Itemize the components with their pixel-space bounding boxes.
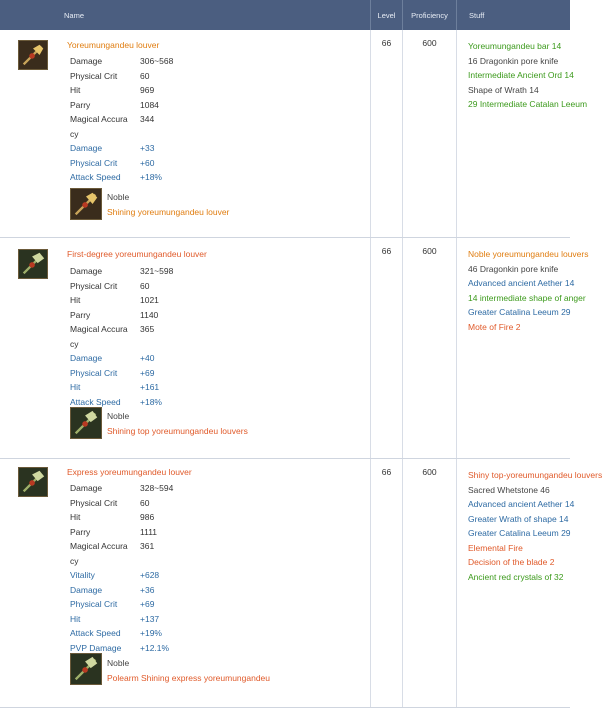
table-row <box>0 238 570 459</box>
stat-value: +18% <box>140 172 162 182</box>
stuff-list <box>458 460 602 584</box>
stuff-cell <box>457 238 589 459</box>
stat-value: 306~568 <box>140 56 174 66</box>
stat-value: 344 <box>140 114 155 124</box>
stat-row <box>70 83 220 98</box>
stuff-item[interactable]: Mote of Fire 2 <box>468 321 521 332</box>
stat-row <box>70 264 220 279</box>
stat-label: Damage <box>70 353 103 363</box>
stat-row <box>70 380 220 395</box>
stat-label: Attack Speed <box>70 396 121 407</box>
stat-row <box>70 583 220 598</box>
stuff-item[interactable]: Ancient red crystals of 32 <box>468 571 564 582</box>
stat-label: Magical Accura <box>70 114 128 124</box>
stat-row <box>70 496 220 511</box>
stat-label: Damage <box>70 266 103 276</box>
stat-label: Damage <box>70 584 103 595</box>
stat-label-continued: cy <box>70 128 79 139</box>
stat-label: Physical Crit <box>70 70 118 81</box>
stuff-item[interactable]: Advanced ancient Aether 14 <box>468 278 575 288</box>
column-name[interactable]: Name <box>64 10 85 20</box>
stat-row <box>70 156 220 171</box>
stat-label: Hit <box>70 295 81 305</box>
stat-label: Parry <box>70 99 91 110</box>
stat-row <box>70 112 220 141</box>
stat-value: 1111 <box>140 526 158 537</box>
stat-value: 60 <box>140 70 150 81</box>
stat-row <box>70 612 220 627</box>
stat-value: +161 <box>140 382 160 392</box>
stat-value: 60 <box>140 497 150 508</box>
stat-row <box>70 626 220 641</box>
item-cell <box>0 238 371 459</box>
level-cell: 66 <box>371 238 403 459</box>
stat-row <box>70 481 220 496</box>
sub-item-name[interactable]: Shining yoreumungandeu louver <box>107 207 230 217</box>
stat-label: Physical Crit <box>70 280 118 291</box>
stuff-item[interactable]: Advanced ancient Aether 14 <box>468 499 575 509</box>
stuff-list <box>458 31 588 112</box>
stuff-item[interactable]: Greater Catalina Leeum 29 <box>468 307 571 317</box>
stat-value: 365 <box>140 324 155 334</box>
proficiency-cell: 600 <box>403 459 457 708</box>
stat-label: Damage <box>70 143 103 153</box>
stuff-cell <box>457 30 588 238</box>
stat-row <box>70 568 220 583</box>
stat-row <box>70 366 220 381</box>
column-level[interactable]: Level <box>371 0 403 30</box>
stat-value: +69 <box>140 367 155 378</box>
stat-row <box>70 170 220 185</box>
stat-value: 328~594 <box>140 483 174 493</box>
stuff-item[interactable]: Greater Catalina Leeum 29 <box>468 528 571 538</box>
stat-label: Parry <box>70 526 91 537</box>
stuff-item: Sacred Whetstone 46 <box>468 484 550 495</box>
noble-label: Noble <box>107 411 130 421</box>
stat-label-continued: cy <box>70 555 79 566</box>
stat-label: Hit <box>70 613 81 624</box>
stat-value: 60 <box>140 280 150 291</box>
stuff-item: 16 Dragonkin pore knife <box>468 55 559 66</box>
column-stuff[interactable]: Stuff <box>457 0 571 30</box>
stat-row <box>70 69 220 84</box>
stuff-item[interactable]: Intermediate Ancient Ord 14 <box>468 70 574 80</box>
stat-label: Parry <box>70 309 91 320</box>
proficiency-cell: 600 <box>403 238 457 459</box>
stat-label: Attack Speed <box>70 172 121 182</box>
stat-label: Physical Crit <box>70 599 118 609</box>
stat-row <box>70 597 220 612</box>
stat-value: 1021 <box>140 295 159 305</box>
stat-row <box>70 510 220 525</box>
stat-value: 361 <box>140 541 155 551</box>
stat-value: 986 <box>140 512 155 522</box>
stat-value: 321~598 <box>140 266 174 276</box>
sub-item-name[interactable]: Polearm Shining express yoreumungandeu <box>107 673 271 683</box>
stuff-item[interactable]: 29 Intermediate Catalan Leeum <box>468 99 588 109</box>
noble-label: Noble <box>107 658 130 668</box>
level-cell: 66 <box>371 459 403 708</box>
table-header <box>0 0 570 30</box>
stat-value: +137 <box>140 613 160 624</box>
stat-row <box>70 141 220 156</box>
noble-label: Noble <box>107 192 130 202</box>
stuff-item[interactable]: Yoreumungandeu bar 14 <box>468 41 562 51</box>
louver-icon[interactable] <box>70 653 102 685</box>
table-row <box>0 459 570 708</box>
stat-label: Physical Crit <box>70 157 118 168</box>
stat-value: +33 <box>140 143 155 153</box>
louver-icon[interactable] <box>70 188 102 220</box>
stat-row <box>70 54 220 69</box>
table-row <box>0 30 570 238</box>
stat-value: +69 <box>140 599 155 609</box>
stat-row <box>70 322 220 351</box>
stuff-item[interactable]: Greater Wrath of shape 14 <box>468 513 569 524</box>
stat-label: Physical Crit <box>70 497 118 508</box>
stat-label: Hit <box>70 382 81 392</box>
stat-value: 969 <box>140 85 155 95</box>
stuff-item[interactable]: 14 intermediate shape of anger <box>468 292 586 303</box>
stuff-item[interactable]: Elemental Fire <box>468 542 523 553</box>
stat-label: Hit <box>70 512 81 522</box>
louver-icon[interactable] <box>18 467 48 497</box>
stat-row <box>70 98 220 113</box>
stat-list <box>70 54 220 185</box>
level-cell: 66 <box>371 30 403 238</box>
stat-label: Magical Accura <box>70 324 128 334</box>
stuff-item[interactable]: Shiny top-yoreumungandeu louvers <box>468 470 602 480</box>
stuff-cell <box>457 459 602 708</box>
stat-label: Vitality <box>70 570 95 580</box>
louver-icon[interactable] <box>18 249 48 279</box>
stat-label: Physical Crit <box>70 367 118 378</box>
stat-label-continued: cy <box>70 338 79 349</box>
stat-label: Magical Accura <box>70 541 128 551</box>
stat-value: +18% <box>140 396 162 407</box>
stat-label: Hit <box>70 85 81 95</box>
stat-list <box>70 481 220 655</box>
proficiency-cell: 600 <box>403 30 457 238</box>
column-proficiency[interactable]: Proficiency <box>403 0 457 30</box>
stat-label: Damage <box>70 56 103 66</box>
item-cell <box>0 30 371 238</box>
stat-value: +60 <box>140 157 155 168</box>
stat-row <box>70 539 220 568</box>
stat-row <box>70 351 220 366</box>
stat-label: Attack Speed <box>70 628 121 638</box>
louver-icon[interactable] <box>18 40 48 70</box>
item-title[interactable]: Yoreumungandeu louver <box>67 40 160 50</box>
stat-value: +628 <box>140 570 160 580</box>
stat-value: 1140 <box>140 309 159 320</box>
louver-icon[interactable] <box>70 407 102 439</box>
stat-label: Damage <box>70 483 103 493</box>
stat-value: +12.1% <box>140 642 170 653</box>
item-title[interactable]: First-degree yoreumungandeu louver <box>67 249 207 259</box>
item-title[interactable]: Express yoreumungandeu louver <box>67 467 192 477</box>
stat-row <box>70 293 220 308</box>
stat-value: +36 <box>140 584 155 595</box>
stat-label: PVP Damage <box>70 642 122 653</box>
stat-row <box>70 279 220 294</box>
item-cell <box>0 459 371 708</box>
stat-value: +19% <box>140 628 162 638</box>
stuff-list <box>458 239 589 334</box>
stat-value: 1084 <box>140 99 159 110</box>
stat-row <box>70 308 220 323</box>
stuff-item[interactable]: Decision of the blade 2 <box>468 557 555 567</box>
stat-value: +40 <box>140 353 155 363</box>
stuff-item[interactable]: Noble yoreumungandeu louvers <box>468 249 589 259</box>
stat-row <box>70 525 220 540</box>
stat-list <box>70 264 220 409</box>
sub-item-name[interactable]: Shining top yoreumungandeu louvers <box>107 426 248 436</box>
stuff-item: Shape of Wrath 14 <box>468 84 539 95</box>
stuff-item: 46 Dragonkin pore knife <box>468 263 559 274</box>
